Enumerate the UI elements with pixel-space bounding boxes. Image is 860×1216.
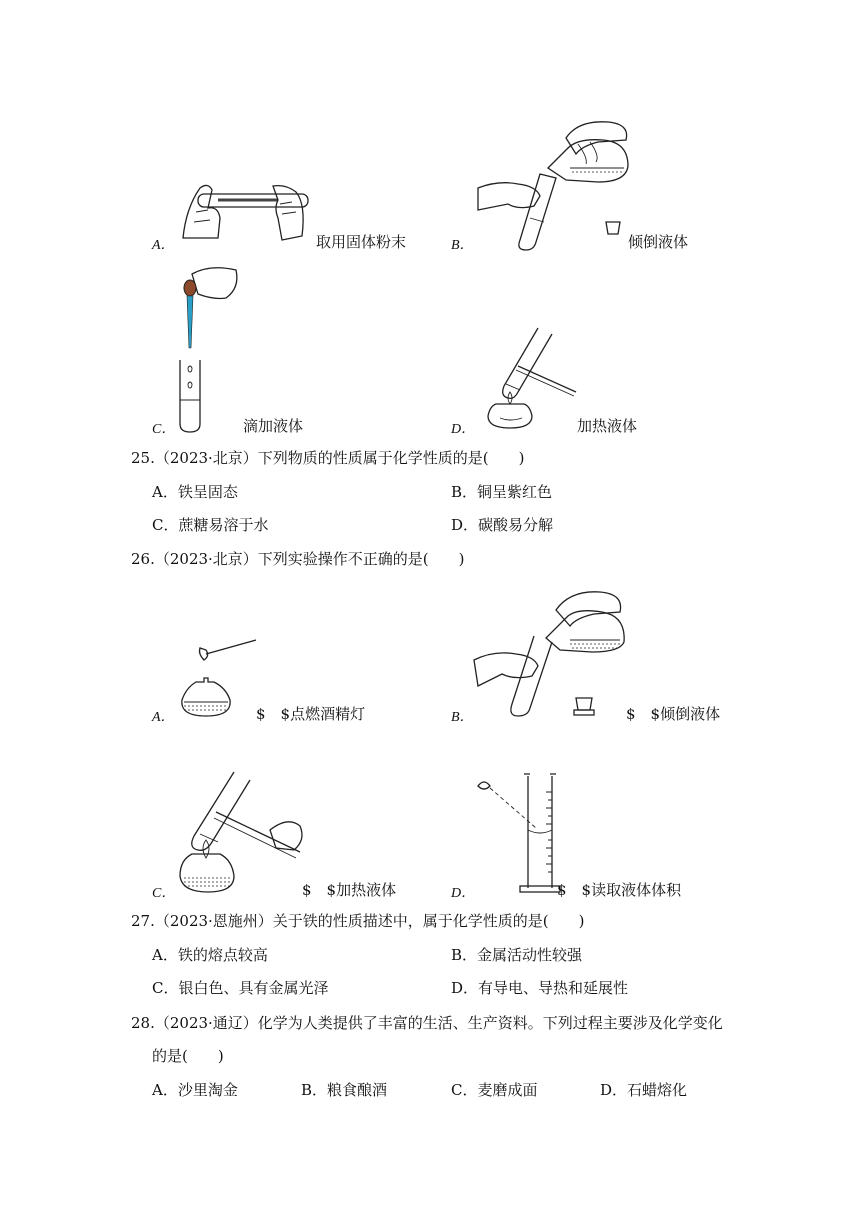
q28-stem-line1: 28.（2023·通辽）化学为人类提供了丰富的生活、生产资料。下列过程主要涉及化学变化 xyxy=(131,1014,723,1032)
q26-a-figure xyxy=(176,638,260,722)
q26-option-a-letter: A． xyxy=(152,710,175,725)
q24-d-figure xyxy=(476,326,586,434)
q25-option-a: A．铁呈固态 xyxy=(152,483,238,501)
q25-option-c: C．蔗糖易溶于水 xyxy=(152,516,269,534)
q24-option-d-caption: 加热液体 xyxy=(577,417,638,435)
q27-option-d: D．有导电、导热和延展性 xyxy=(451,979,629,997)
q24-option-d-letter: D． xyxy=(451,422,476,437)
q28-option-a: A．沙里淘金 xyxy=(152,1081,238,1099)
q25-stem: 25.（2023·北京）下列物质的性质属于化学性质的是( ) xyxy=(131,449,525,467)
q26-option-a-caption: $ $点燃酒精灯 xyxy=(256,705,366,723)
q24-option-c-caption: 滴加液体 xyxy=(243,417,304,435)
q26-d-figure xyxy=(474,772,564,898)
dropper-bulb xyxy=(184,280,196,296)
q27-stem: 27.（2023·恩施州）关于铁的性质描述中，属于化学性质的是( ) xyxy=(131,912,585,930)
q24-c-figure xyxy=(170,264,250,434)
q24-option-a-caption: 取用固体粉末 xyxy=(316,233,407,251)
q26-option-c-letter: C． xyxy=(152,886,176,901)
q26-c-figure xyxy=(176,770,306,898)
q28-option-d: D．石蜡熔化 xyxy=(600,1081,688,1099)
q24-b-figure xyxy=(478,118,638,250)
q26-option-b-letter: B． xyxy=(451,710,474,725)
q26-b-figure xyxy=(474,586,634,720)
q26-option-d-caption: $ $读取液体体积 xyxy=(557,881,682,899)
q28-stem-line2: 的是( ) xyxy=(152,1047,224,1065)
q26-option-b-caption: $ $倾倒液体 xyxy=(626,705,721,723)
q27-option-c: C．银白色、具有金属光泽 xyxy=(152,979,329,997)
q24-a-figure xyxy=(178,178,318,248)
q24-option-b-caption: 倾倒液体 xyxy=(628,233,689,251)
q24-option-c-letter: C． xyxy=(152,422,176,437)
q27-option-a: A．铁的熔点较高 xyxy=(152,946,268,964)
q28-option-b: B．粮食酿酒 xyxy=(301,1081,388,1099)
q28-option-c: C．麦磨成面 xyxy=(451,1081,538,1099)
dropper-tip xyxy=(187,296,193,348)
q26-option-d-letter: D． xyxy=(451,886,476,901)
q26-option-c-caption: $ $加热液体 xyxy=(302,881,397,899)
q26-stem: 26.（2023·北京）下列实验操作不正确的是( ) xyxy=(131,550,465,568)
q25-option-b: B．铜呈紫红色 xyxy=(451,483,553,501)
q24-option-b-letter: B． xyxy=(451,238,474,253)
q24-option-a-letter: A． xyxy=(152,238,175,253)
q27-option-b: B．金属活动性较强 xyxy=(451,946,583,964)
q25-option-d: D．碳酸易分解 xyxy=(451,516,554,534)
